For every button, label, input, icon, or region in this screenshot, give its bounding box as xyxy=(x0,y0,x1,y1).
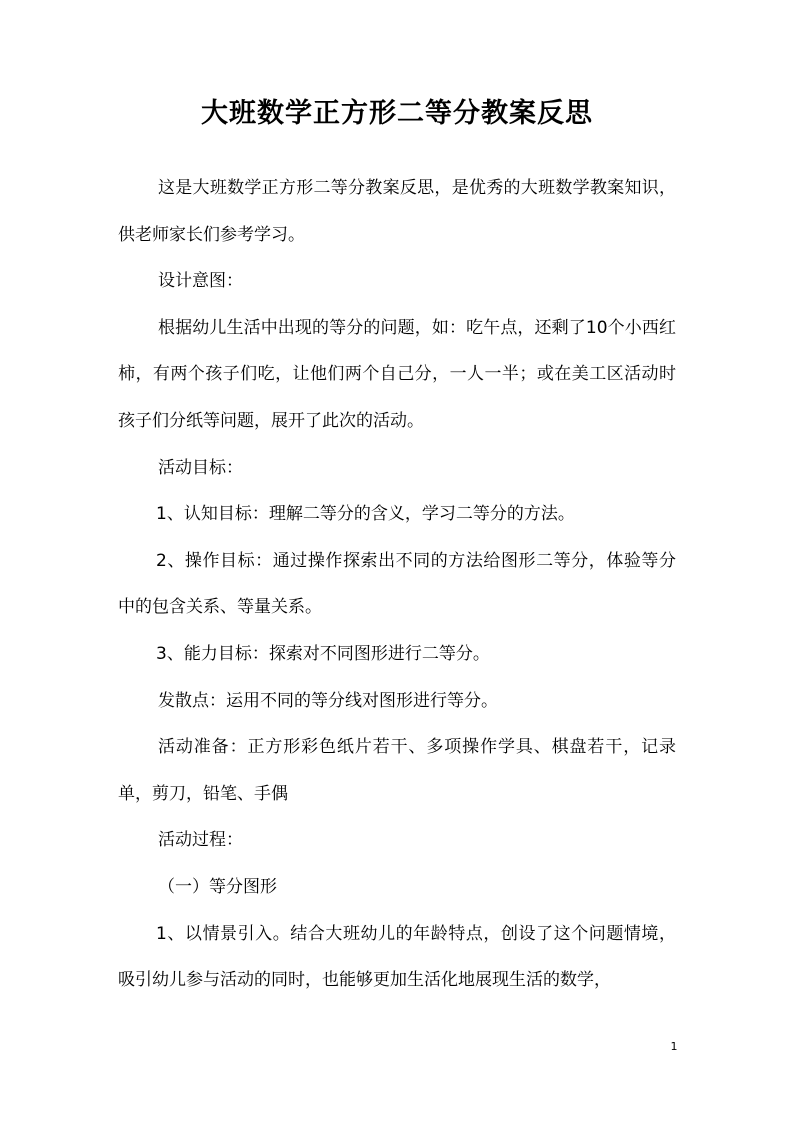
paragraph-section-1-heading: （一）等分图形 xyxy=(158,876,277,897)
paragraph-goals-heading: 活动目标： xyxy=(158,457,243,478)
paragraph-design-intent-heading: 设计意图： xyxy=(158,271,243,292)
paragraph-goal-3: 3、能力目标：探索对不同图形进行二等分。 xyxy=(156,643,490,664)
page-number: 1 xyxy=(670,1040,678,1053)
paragraph-goal-1: 1、认知目标：理解二等分的含义，学习二等分的方法。 xyxy=(156,504,575,525)
document-body xyxy=(118,165,676,1004)
paragraph-intro: 这是大班数学正方形二等分教案反思，是优秀的大班数学教案知识，供老师家长们参考学习。 xyxy=(118,178,676,245)
paragraph-design-intent: 根据幼儿生活中出现的等分的问题，如：吃午点，还剩了10个小西红柿，有两个孩子们吃，让他们两个自己分，一人一半；或在美工区活动时孩子们分纸等问题，展开了此次的活动。 xyxy=(118,317,676,431)
paragraph-preparation: 活动准备：正方形彩色纸片若干、多项操作学具、棋盘若干，记录单，剪刀，铅笔、手偶 xyxy=(118,737,676,804)
paragraph-divergence-point: 发散点：运用不同的等分线对图形进行等分。 xyxy=(158,690,498,711)
document-title: 大班数学正方形二等分教案反思 xyxy=(201,98,593,129)
paragraph-process-heading: 活动过程： xyxy=(158,830,243,851)
paragraph-step-1: 1、以情景引入。结合大班幼儿的年龄特点，创设了这个问题情境，吸引幼儿参与活动的同时，也能够更加生活化地展现生活的数学， xyxy=(118,923,676,991)
paragraph-goal-2: 2、操作目标：通过操作探索出不同的方法给图形二等分，体验等分中的包含关系、等量关系。 xyxy=(118,550,676,618)
